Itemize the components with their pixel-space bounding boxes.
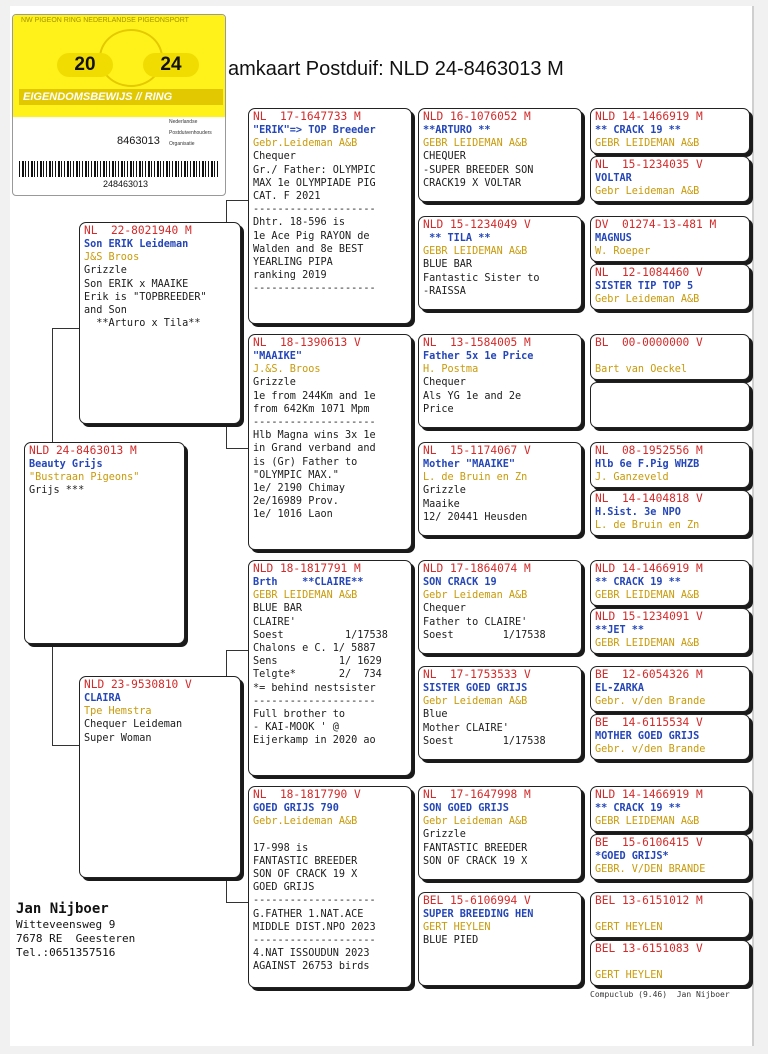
ring-number: NL 17-1647998 M <box>423 788 531 801</box>
pigeon-card-m <box>79 676 241 878</box>
connector-line <box>226 650 227 676</box>
pigeon-info-line: BLUE PIED <box>423 935 479 947</box>
breeder-name: Gebr Leideman A&B <box>423 696 528 708</box>
pigeon-name <box>591 908 749 921</box>
pigeon-card-g9 <box>590 560 750 606</box>
pigeon-info-line: Maaike <box>423 498 460 510</box>
breeder-name: GEBR LEIDEMAN A&B <box>595 638 700 650</box>
breeder-name: GEBR LEIDEMAN A&B <box>423 138 528 150</box>
ring-number: BEL 15-6106994 V <box>423 894 531 907</box>
connector-line <box>226 650 248 651</box>
pigeon-info-line: Grijs *** <box>29 485 85 497</box>
pigeon-info-line: in Grand verband and <box>253 443 376 455</box>
breeder-name: H. Postma <box>423 364 479 376</box>
ring-number: NL 17-1647733 M <box>253 110 361 123</box>
pigeon-info-line: -SUPER BREEDER SON <box>423 164 534 176</box>
owner-city: 7678 RE Geesteren <box>16 932 136 945</box>
pigeon-card-f <box>79 222 241 424</box>
pigeon-card-g3 <box>590 216 750 262</box>
pigeon-info-line: FANTASTIC BREEDER <box>423 842 528 854</box>
breeder-name: Gebr Leideman A&B <box>595 186 700 198</box>
pigeon-info-line: **Arturo x Tila** <box>84 318 201 330</box>
ring-number: NL 12-1084460 V <box>595 266 703 279</box>
pigeon-name: Brth **CLAIRE** <box>253 577 364 588</box>
pigeon-name: **JET ** <box>595 625 645 636</box>
pigeon-name: SON CRACK 19 <box>423 577 497 588</box>
pigeon-info-line: Telgte* 2/ 734 <box>253 669 382 681</box>
breeder-name: GEBR LEIDEMAN A&B <box>253 590 358 602</box>
pigeon-name: **ARTURO ** <box>423 125 491 136</box>
pigeon-info-line: Erik is "TOPBREEDER" <box>84 291 207 303</box>
breeder-name: GEBR LEIDEMAN A&B <box>595 816 700 828</box>
ring-number: NLD 14-1466919 M <box>595 110 703 123</box>
pigeon-card-g11 <box>590 666 750 712</box>
breeder-name: Gebr. v/den Brande <box>595 744 706 756</box>
pigeon-name: ** CRACK 19 ** <box>595 803 681 814</box>
pigeon-info-line: Father to CLAIRE' <box>423 616 528 628</box>
pigeon-info-line: Blue <box>423 709 448 721</box>
breeder-name: L. de Bruin en Zn <box>423 472 528 484</box>
pigeon-name: Son ERIK Leideman <box>84 239 189 250</box>
pigeon-card-mmf <box>418 786 582 880</box>
pigeon-info-line <box>249 828 411 841</box>
pigeon-name: Beauty Grijs <box>29 459 103 470</box>
breeder-name: Gebr. v/den Brande <box>595 696 706 708</box>
pigeon-name <box>591 956 749 969</box>
pigeon-card-ffm <box>418 216 582 310</box>
pigeon-name: MAGNUS <box>595 233 632 244</box>
pigeon-name: SISTER TIP TOP 5 <box>595 281 694 292</box>
pigeon-name: *GOED GRIJS* <box>595 851 669 862</box>
pigeon-info-line: -RAISSA <box>423 285 466 297</box>
breeder-name: GEBR LEIDEMAN A&B <box>595 590 700 602</box>
pigeon-card-g5 <box>590 334 750 380</box>
pigeon-info-line: CRACK19 X VOLTAR <box>423 177 522 189</box>
connector-line <box>52 328 79 329</box>
ring-number: NLD 16-1076052 M <box>423 110 531 123</box>
ring-card <box>12 14 226 196</box>
pigeon-card-g10 <box>590 608 750 654</box>
ring-number: NLD 23-9530810 V <box>84 678 192 691</box>
pigeon-info-line: Grizzle <box>84 265 127 277</box>
pigeon-info-line: "OLYMPIC MAX." <box>253 469 339 481</box>
footer-credit: Compuclub (9.46) Jan Nijboer <box>590 990 730 999</box>
pigeon-info-line: FANTASTIC BREEDER <box>253 855 358 867</box>
pigeon-info-line: G.FATHER 1.NAT.ACE <box>253 908 364 920</box>
pigeon-name: Hlb 6e F.Pig WHZB <box>595 459 700 470</box>
pigeon-info-line: and Son <box>84 304 127 316</box>
pigeon-info-line: Walden and 8e BEST <box>253 243 364 255</box>
owner-phone: Tel.:0651357516 <box>16 946 116 959</box>
breeder-name: Gebr Leideman A&B <box>595 294 700 306</box>
breeder-name: W. Roeper <box>595 246 651 258</box>
pigeon-info-line: 4.NAT ISSOUDUN 2023 <box>253 948 370 960</box>
pigeon-name: ** CRACK 19 ** <box>595 125 681 136</box>
pigeon-info-line: Chequer <box>423 603 466 615</box>
owner-block <box>16 900 135 960</box>
pigeon-info-line: Grizzle <box>423 829 466 841</box>
pigeon-name: MOTHER GOED GRIJS <box>595 731 700 742</box>
pigeon-info-line: 1e/ 1016 Laon <box>253 509 333 521</box>
pigeon-info-line: 12/ 20441 Heusden <box>423 511 528 523</box>
pigeon-card-g15 <box>590 892 750 938</box>
pigeon-info-line: Chalons e C. 1/ 5887 <box>253 642 376 654</box>
pigeon-info-line: AGAINST 26753 birds <box>253 961 370 973</box>
pigeon-info-line: 1e Ace Pig RAYON de <box>253 230 370 242</box>
pigeon-info-line: 17-998 is <box>253 842 309 854</box>
pigeon-info-line: 1e/ 2190 Chimay <box>253 482 346 494</box>
pigeon-info-line: CLAIRE' <box>253 616 296 628</box>
ring-number: BEL 13-6151083 V <box>595 942 703 955</box>
breeder-name: J. Ganzeveld <box>595 472 669 484</box>
ring-card-brand: EIGENDOMSBEWIJS // RING <box>19 89 223 105</box>
pigeon-info-line: *= behind nestsister <box>253 682 376 694</box>
pigeon-card-g2 <box>590 156 750 202</box>
pigeon-info-line: - KAI-MOOK ' @ <box>253 722 339 734</box>
pigeon-info-line: Chequer Leideman <box>84 719 183 731</box>
pigeon-card-fmf <box>418 334 582 428</box>
pigeon-info-line: -------------------- <box>253 934 376 946</box>
pigeon-info-line: Soest 1/17538 <box>253 629 388 641</box>
ring-card-top-text: NW PIGEON RING NEDERLANDSE PIGEONSPORT <box>21 17 189 24</box>
pigeon-card-g7 <box>590 442 750 488</box>
ring-number: NLD 24-8463013 M <box>29 444 137 457</box>
pigeon-name: "ERIK"=> TOP Breeder <box>253 125 376 136</box>
pigeon-info-line: ranking 2019 <box>253 270 327 282</box>
breeder-name: Gebr.Leideman A&B <box>253 138 358 150</box>
pigeon-name: SUPER BREEDING HEN <box>423 909 534 920</box>
breeder-name: Bart van Oeckel <box>595 364 688 376</box>
pigeon-info-line: YEARLING PIPA <box>253 256 333 268</box>
pigeon-info-line: MIDDLE DIST.NPO 2023 <box>253 921 376 933</box>
pigeon-info-line: Soest 1/17538 <box>423 629 546 641</box>
pigeon-info-line: from 642Km 1071 Mpm <box>253 403 370 415</box>
pigeon-card-ff <box>248 108 412 324</box>
pigeon-info-line: CAT. F 2021 <box>253 190 321 202</box>
connector-line <box>226 200 227 222</box>
pigeon-info-line: SON OF CRACK 19 X <box>253 868 358 880</box>
breeder-name: Gebr Leideman A&B <box>423 590 528 602</box>
pigeon-info-line: MAX 1e OLYMPIADE PIG <box>253 177 376 189</box>
pigeon-info-line: Eijerkamp in 2020 ao <box>253 735 376 747</box>
ring-number: NL 22-8021940 M <box>84 224 192 237</box>
page-title: amkaart Postduif: NLD 24-8463013 M <box>228 58 564 80</box>
breeder-name: Tpe Hemstra <box>84 706 152 718</box>
pigeon-info-line: -------------------- <box>253 416 376 428</box>
pigeon-name: GOED GRIJS 790 <box>253 803 339 814</box>
pigeon-info-line: Dhtr. 18-596 is <box>253 217 346 229</box>
pigeon-card-mf <box>248 560 412 776</box>
breeder-name: Gebr Leideman A&B <box>423 816 528 828</box>
pigeon-info-line: Price <box>423 403 454 415</box>
pigeon-card-mm <box>248 786 412 988</box>
pigeon-info-line: Son ERIK x MAAIKE <box>84 278 189 290</box>
pigeon-name: Father 5x 1e Price <box>423 351 534 362</box>
pigeon-info-line: Chequer <box>253 151 296 163</box>
owner-street: Witteveensweg 9 <box>16 918 116 931</box>
ring-number: BE 15-6106415 V <box>595 836 703 849</box>
pigeon-info-line: BLUE BAR <box>423 259 473 271</box>
pigeon-card-g4 <box>590 264 750 310</box>
ring-year-left: 20 <box>57 53 113 77</box>
pigeon-info-line: Grizzle <box>253 377 296 389</box>
ring-number <box>591 383 749 398</box>
ring-number: NL 13-1584005 M <box>423 336 531 349</box>
ring-number: BE 12-6054326 M <box>595 668 703 681</box>
ring-number: NLD 14-1466919 M <box>595 788 703 801</box>
connector-line <box>52 640 53 745</box>
pigeon-info-line: Fantastic Sister to <box>423 272 540 284</box>
pigeon-name: VOLTAR <box>595 173 632 184</box>
pigeon-card-g12 <box>590 714 750 760</box>
pigeon-info-line: -------------------- <box>253 283 376 295</box>
pigeon-info-line: SON OF CRACK 19 X <box>423 855 528 867</box>
pigeon-name: ** TILA ** <box>423 233 491 244</box>
breeder-name: GERT HEYLEN <box>595 970 663 982</box>
pigeon-name: Mother "MAAIKE" <box>423 459 516 470</box>
connector-line <box>52 745 79 746</box>
ring-number: BE 14-6115534 V <box>595 716 703 729</box>
barcode-icon <box>19 161 219 177</box>
breeder-name: GEBR LEIDEMAN A&B <box>595 138 700 150</box>
pigeon-info-line: Soest 1/17538 <box>423 735 546 747</box>
ring-number: NLD 14-1466919 M <box>595 562 703 575</box>
pigeon-card-mff <box>418 560 582 654</box>
connector-line <box>226 200 248 201</box>
connector-line <box>226 902 248 903</box>
pigeon-info-line: GOED GRIJS <box>253 882 315 894</box>
ring-number: NL 15-1234035 V <box>595 158 703 171</box>
breeder-name: J.&S. Broos <box>253 364 321 376</box>
pigeon-card-fff <box>418 108 582 202</box>
pigeon-info-line: BLUE BAR <box>253 603 303 615</box>
pigeon-name <box>591 350 749 363</box>
ring-number: BEL 13-6151012 M <box>595 894 703 907</box>
ring-card-number: 8463013 <box>117 135 160 147</box>
pigeon-info-line: -------------------- <box>253 695 376 707</box>
breeder-name: "Bustraan Pigeons" <box>29 472 140 484</box>
pigeon-card-fm <box>248 334 412 550</box>
ring-number: NL 08-1952556 M <box>595 444 703 457</box>
ring-number: NL 15-1174067 V <box>423 444 531 457</box>
pigeon-info-line: Super Woman <box>84 732 152 744</box>
ring-number: NLD 18-1817791 M <box>253 562 361 575</box>
breeder-name: GERT HEYLEN <box>595 922 663 934</box>
breeder-name: GEBR LEIDEMAN A&B <box>423 246 528 258</box>
barcode-number: 248463013 <box>103 179 149 189</box>
pigeon-name: H.Sist. 3e NPO <box>595 507 681 518</box>
pigeon-info-line: -------------------- <box>253 895 376 907</box>
ring-number: NL 18-1390613 V <box>253 336 361 349</box>
ring-number: NLD 17-1864074 M <box>423 562 531 575</box>
pigeon-card-mmm <box>418 892 582 986</box>
connector-line <box>226 876 227 902</box>
pigeon-card-fmm <box>418 442 582 536</box>
pigeon-card-g8 <box>590 490 750 536</box>
pigeon-card-g16 <box>590 940 750 986</box>
pigeon-info-line: Mother CLAIRE' <box>423 722 509 734</box>
breeder-name: J&S Broos <box>84 252 140 264</box>
pigeon-name: ** CRACK 19 ** <box>595 577 681 588</box>
ring-number: NL 17-1753533 V <box>423 668 531 681</box>
connector-line <box>52 328 53 442</box>
owner-name: Jan Nijboer <box>16 901 109 917</box>
pigeon-info-line: 2e/16989 Prov. <box>253 496 339 508</box>
pigeon-name: SON GOED GRIJS <box>423 803 509 814</box>
pigeon-name: "MAAIKE" <box>253 351 303 362</box>
pigeon-info-line: Hlb Magna wins 3x 1e <box>253 430 376 442</box>
ring-number: BL 00-0000000 V <box>595 336 703 349</box>
pigeon-card-mfm <box>418 666 582 760</box>
pigeon-card-g1 <box>590 108 750 154</box>
ring-number: NLD 15-1234049 V <box>423 218 531 231</box>
pigeon-name: EL-ZARKA <box>595 683 645 694</box>
pigeon-info-line: Als YG 1e and 2e <box>423 390 522 402</box>
pigeon-info-line: Gr./ Father: OLYMPIC <box>253 164 376 176</box>
ring-number: NL 18-1817790 V <box>253 788 361 801</box>
pigeon-info-line: CHEQUER <box>423 151 466 163</box>
ring-number: NL 14-1404818 V <box>595 492 703 505</box>
pigeon-name: SISTER GOED GRIJS <box>423 683 528 694</box>
pigeon-card-subject <box>24 442 185 644</box>
pigeon-info-line: 1e from 244Km and 1e <box>253 390 376 402</box>
pigeon-info-line: Sens 1/ 1629 <box>253 656 382 668</box>
pigeon-info-line: is (Gr) Father to <box>253 456 358 468</box>
pigeon-info-line: Grizzle <box>423 485 466 497</box>
connector-line <box>226 422 227 448</box>
pigeon-card-g13 <box>590 786 750 832</box>
pigeon-info-line: Chequer <box>423 377 466 389</box>
breeder-name: Gebr.Leideman A&B <box>253 816 358 828</box>
ring-year-right: 24 <box>143 53 199 77</box>
connector-line <box>226 448 248 449</box>
pigeon-name: CLAIRA <box>84 693 121 704</box>
breeder-name: L. de Bruin en Zn <box>595 520 700 532</box>
ring-number: DV 01274-13-481 M <box>595 218 717 231</box>
ring-card-org: Nederlandse Postduivenhouders Organisatie <box>169 119 212 147</box>
ring-number: NLD 15-1234091 V <box>595 610 703 623</box>
pigeon-card-g6 <box>590 382 750 428</box>
breeder-name: GEBR. V/DEN BRANDE <box>595 864 706 876</box>
pigeon-info-line: -------------------- <box>253 204 376 216</box>
breeder-name: GERT HEYLEN <box>423 922 491 934</box>
pigeon-card-g14 <box>590 834 750 880</box>
pigeon-info-line: Full brother to <box>253 708 346 720</box>
